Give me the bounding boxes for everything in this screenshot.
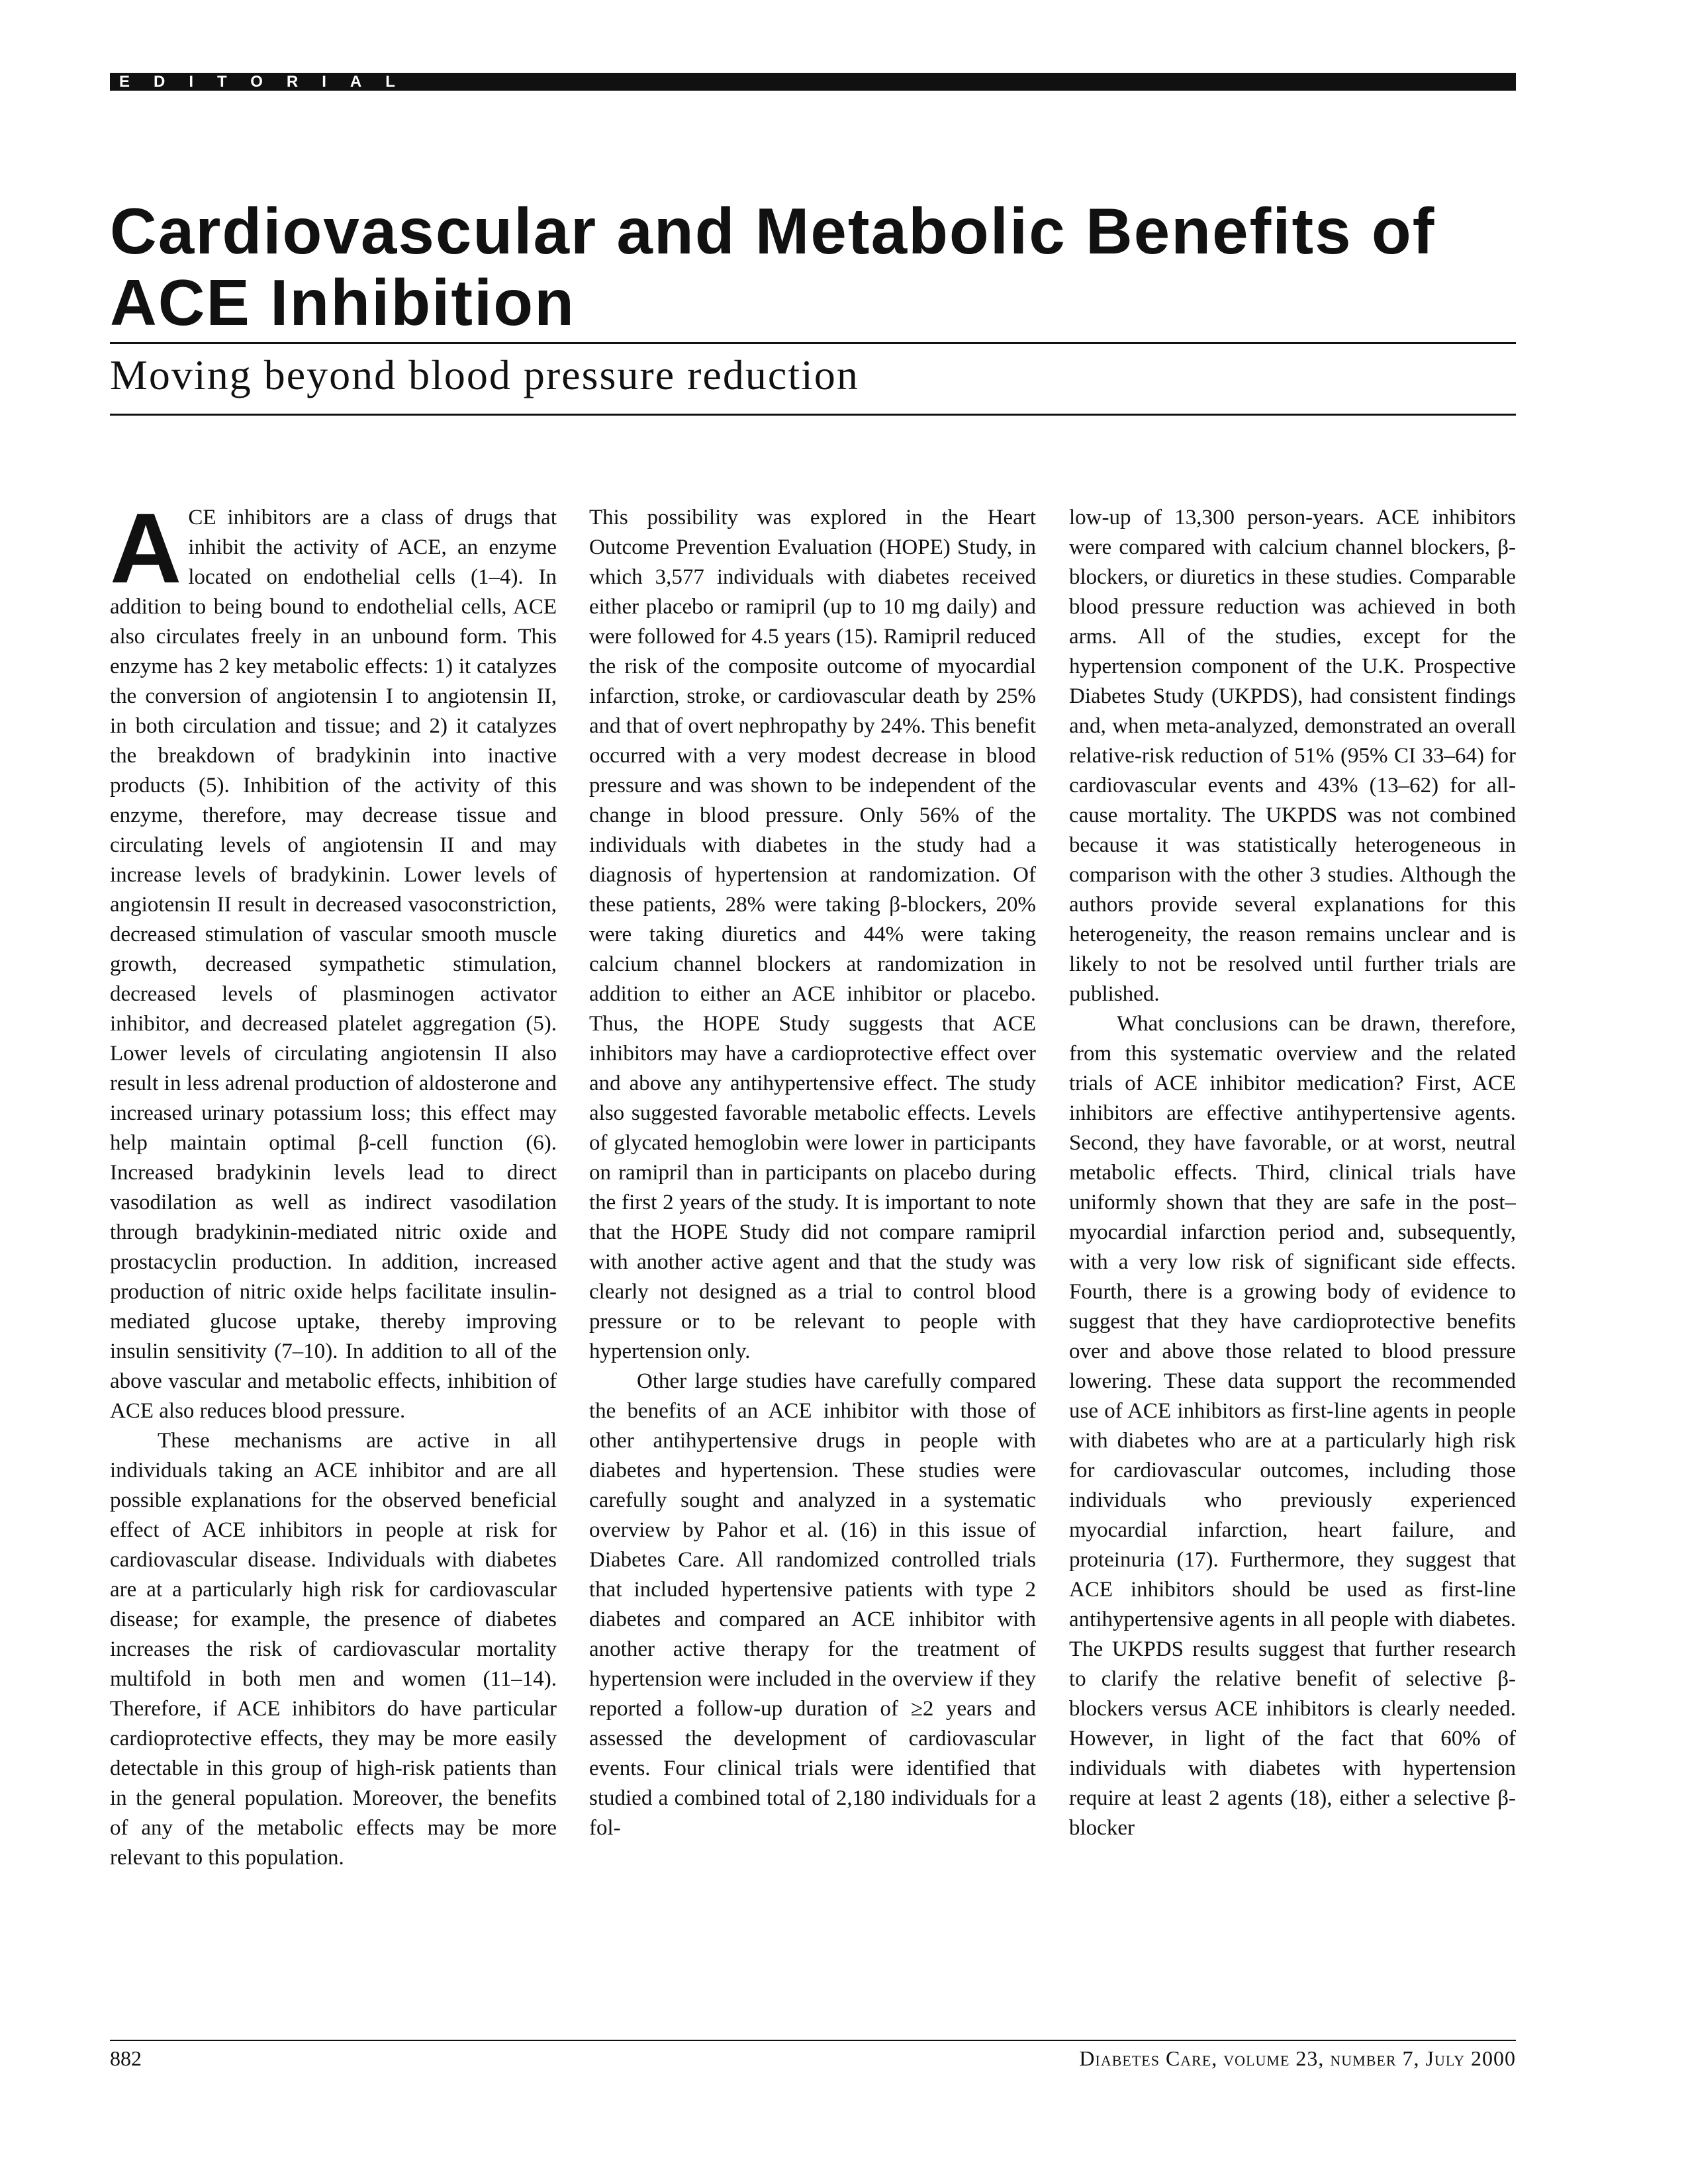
column-3-body (1069, 503, 1516, 1843)
paragraph (110, 503, 557, 1426)
text-column-2 (589, 503, 1036, 2019)
article-title (110, 195, 1516, 338)
title-line-1: Cardiovascular and Metabolic Benefits of (110, 195, 1436, 267)
journal-citation: Diabetes Care, volume 23, number 7, July 2000 (1079, 2046, 1516, 2070)
text-column-3 (1069, 503, 1516, 2019)
paragraph-text: CE inhibitors are a class of drugs that inhibit the activity of ACE, an enzyme located on endothelial cells (1–4). In addition to being bound to endothelial cells, ACE also circulates freely in an unbound form. This enzyme has 2 key metabolic effects: 1) it catalyzes the conversion of angiotensin I to angiotensin II, in both circulation and tissue; and 2) it catalyzes the breakdown of bradykinin into inactive products (5). Inhibition of the activity of this enzyme, therefore, may decrease tissue and circulating levels of angiotensin II and may increase levels of bradykinin. Lower levels of angiotensin II result in decreased vasoconstriction, decreased stimulation of vascular smooth muscle growth, decreased sympathetic stimulation, decreased levels of plasminogen activator inhibitor, and decreased platelet aggregation (5). Lower levels of circulating angiotensin II also result in less adrenal production of aldosterone and increased urinary potassium loss; this effect may help maintain optimal β-cell function (6). Increased bradykinin levels lead to direct vasodilation as well as indirect vasodilation through bradykinin-mediated nitric oxide and prostacyclin production. In addition, increased production of nitric oxide helps facilitate insulin-mediated glucose uptake, thereby improving insulin sensitivity (7–10). In addition to all of the above vascular and metabolic effects, inhibition of ACE also reduces blood pressure. (110, 506, 557, 1423)
section-banner (110, 73, 1516, 91)
article-subtitle: Moving beyond blood pressure reduction (110, 351, 859, 398)
subtitle-rule (110, 414, 1516, 416)
paragraph: These mechanisms are active in all individuals taking an ACE inhibitor and are all possible explanations for the observed beneficial effect of ACE inhibitors in people at risk for cardiovascular disease. Individuals with diabetes are at a particularly high risk for cardiovascular disease; for example, the presence of diabetes increases the risk of cardiovascular mortality multifold in both men and women (11–14). Therefore, if ACE inhibitors do have particular cardioprotective effects, they may be more easily detectable in this group of high-risk patients than in the general population. Moreover, the benefits of any of the metabolic effects may be more relevant to this population. (110, 1429, 557, 1870)
paragraph: Other large studies have carefully compared the benefits of an ACE inhibitor with those of other antihypertensive drugs in people with diabetes and hypertension. These studies were carefully sought and analyzed in a systematic overview by Pahor et al. (16) in this issue of Diabetes Care. All randomized controlled trials that included hypertensive patients with type 2 diabetes and compared an ACE inhibitor with another active therapy for the treatment of hypertension were included in the overview if they reported a follow-up duration of ≥2 years and assessed the development of cardiovascular events. Four clinical trials were identified that studied a combined total of 2,180 individuals for a fol- (589, 1369, 1036, 1840)
paragraph: What conclusions can be drawn, therefore, from this systematic overview and the related trials of ACE inhibitor medication? First, ACE inhibitors are effective antihypertensive agents. Second, they have favorable, or at worst, neutral metabolic effects. Third, clinical trials have uniformly shown that they are safe in the post–myocardial infarction period and, subsequently, with a very low risk of significant side effects. Fourth, there is a growing body of evidence to suggest that they have cardioprotective benefits over and above those related to blood pressure lowering. These data support the recommended use of ACE inhibitors as first-line agents in people with diabetes who are at a particularly high risk for cardiovascular outcomes, including those individuals who previously experienced myocardial infarction, heart failure, and proteinuria (17). Furthermore, they suggest that ACE inhibitors should be used as first-line antihypertensive agents in all people with diabetes. The UKPDS results suggest that further research to clarify the relative benefit of selective β-blockers versus ACE inhibitors is clearly needed. However, in light of the fact that 60% of individuals with diabetes with hypertension require at least 2 agents (18), either a selective β-blocker (1069, 1012, 1516, 1840)
section-label: EDITORIAL (119, 73, 419, 91)
paragraph: low-up of 13,300 person-years. ACE inhibitors were compared with calcium channel blockers, β-blockers, or diuretics in these studies. Comparable blood pressure reduction was achieved in both arms. All of the studies, except for the hypertension component of the U.K. Prospective Diabetes Study (UKPDS), had consistent findings and, when meta-analyzed, demonstrated an overall relative-risk reduction of 51% (95% CI 33–64) for cardiovascular events and 43% (13–62) for all-cause mortality. The UKPDS was not combined because it was statistically heterogeneous in comparison with the other 3 studies. Although the authors provide several explanations for this heterogeneity, the reason remains unclear and is likely to not be resolved until further trials are published. (1069, 506, 1516, 1006)
column-2-body (589, 503, 1036, 1843)
page-number: 882 (110, 2046, 142, 2070)
column-1-body (110, 503, 557, 1873)
footer-rule (110, 2040, 1516, 2041)
paragraph: This possibility was explored in the Heart Outcome Prevention Evaluation (HOPE) Study, in which 3,577 individuals with diabetes received either placebo or ramipril (up to 10 mg daily) and were followed for 4.5 years (15). Ramipril reduced the risk of the composite outcome of myocardial infarction, stroke, or cardiovascular death by 25% and that of overt nephropathy by 24%. This benefit occurred with a very modest decrease in blood pressure and was shown to be independent of the change in blood pressure. Only 56% of the individuals with diabetes in the study had a diagnosis of hypertension at randomization. Of these patients, 28% were taking β-blockers, 20% were taking diuretics and 44% were taking calcium channel blockers at randomization in addition to either an ACE inhibitor or placebo. Thus, the HOPE Study suggests that ACE inhibitors may have a cardioprotective effect over and above any antihypertensive effect. The study also suggested favorable metabolic effects. Levels of glycated hemoglobin were lower in participants on ramipril than in participants on placebo during the first 2 years of the study. It is important to note that the HOPE Study did not compare ramipril with another active agent and that the study was clearly not designed as a trial to control blood pressure or to be relevant to people with hypertension only. (589, 506, 1036, 1363)
drop-cap: A (110, 503, 182, 604)
title-rule (110, 342, 1516, 344)
title-line-2: ACE Inhibition (110, 266, 575, 339)
text-column-1 (110, 503, 557, 2019)
